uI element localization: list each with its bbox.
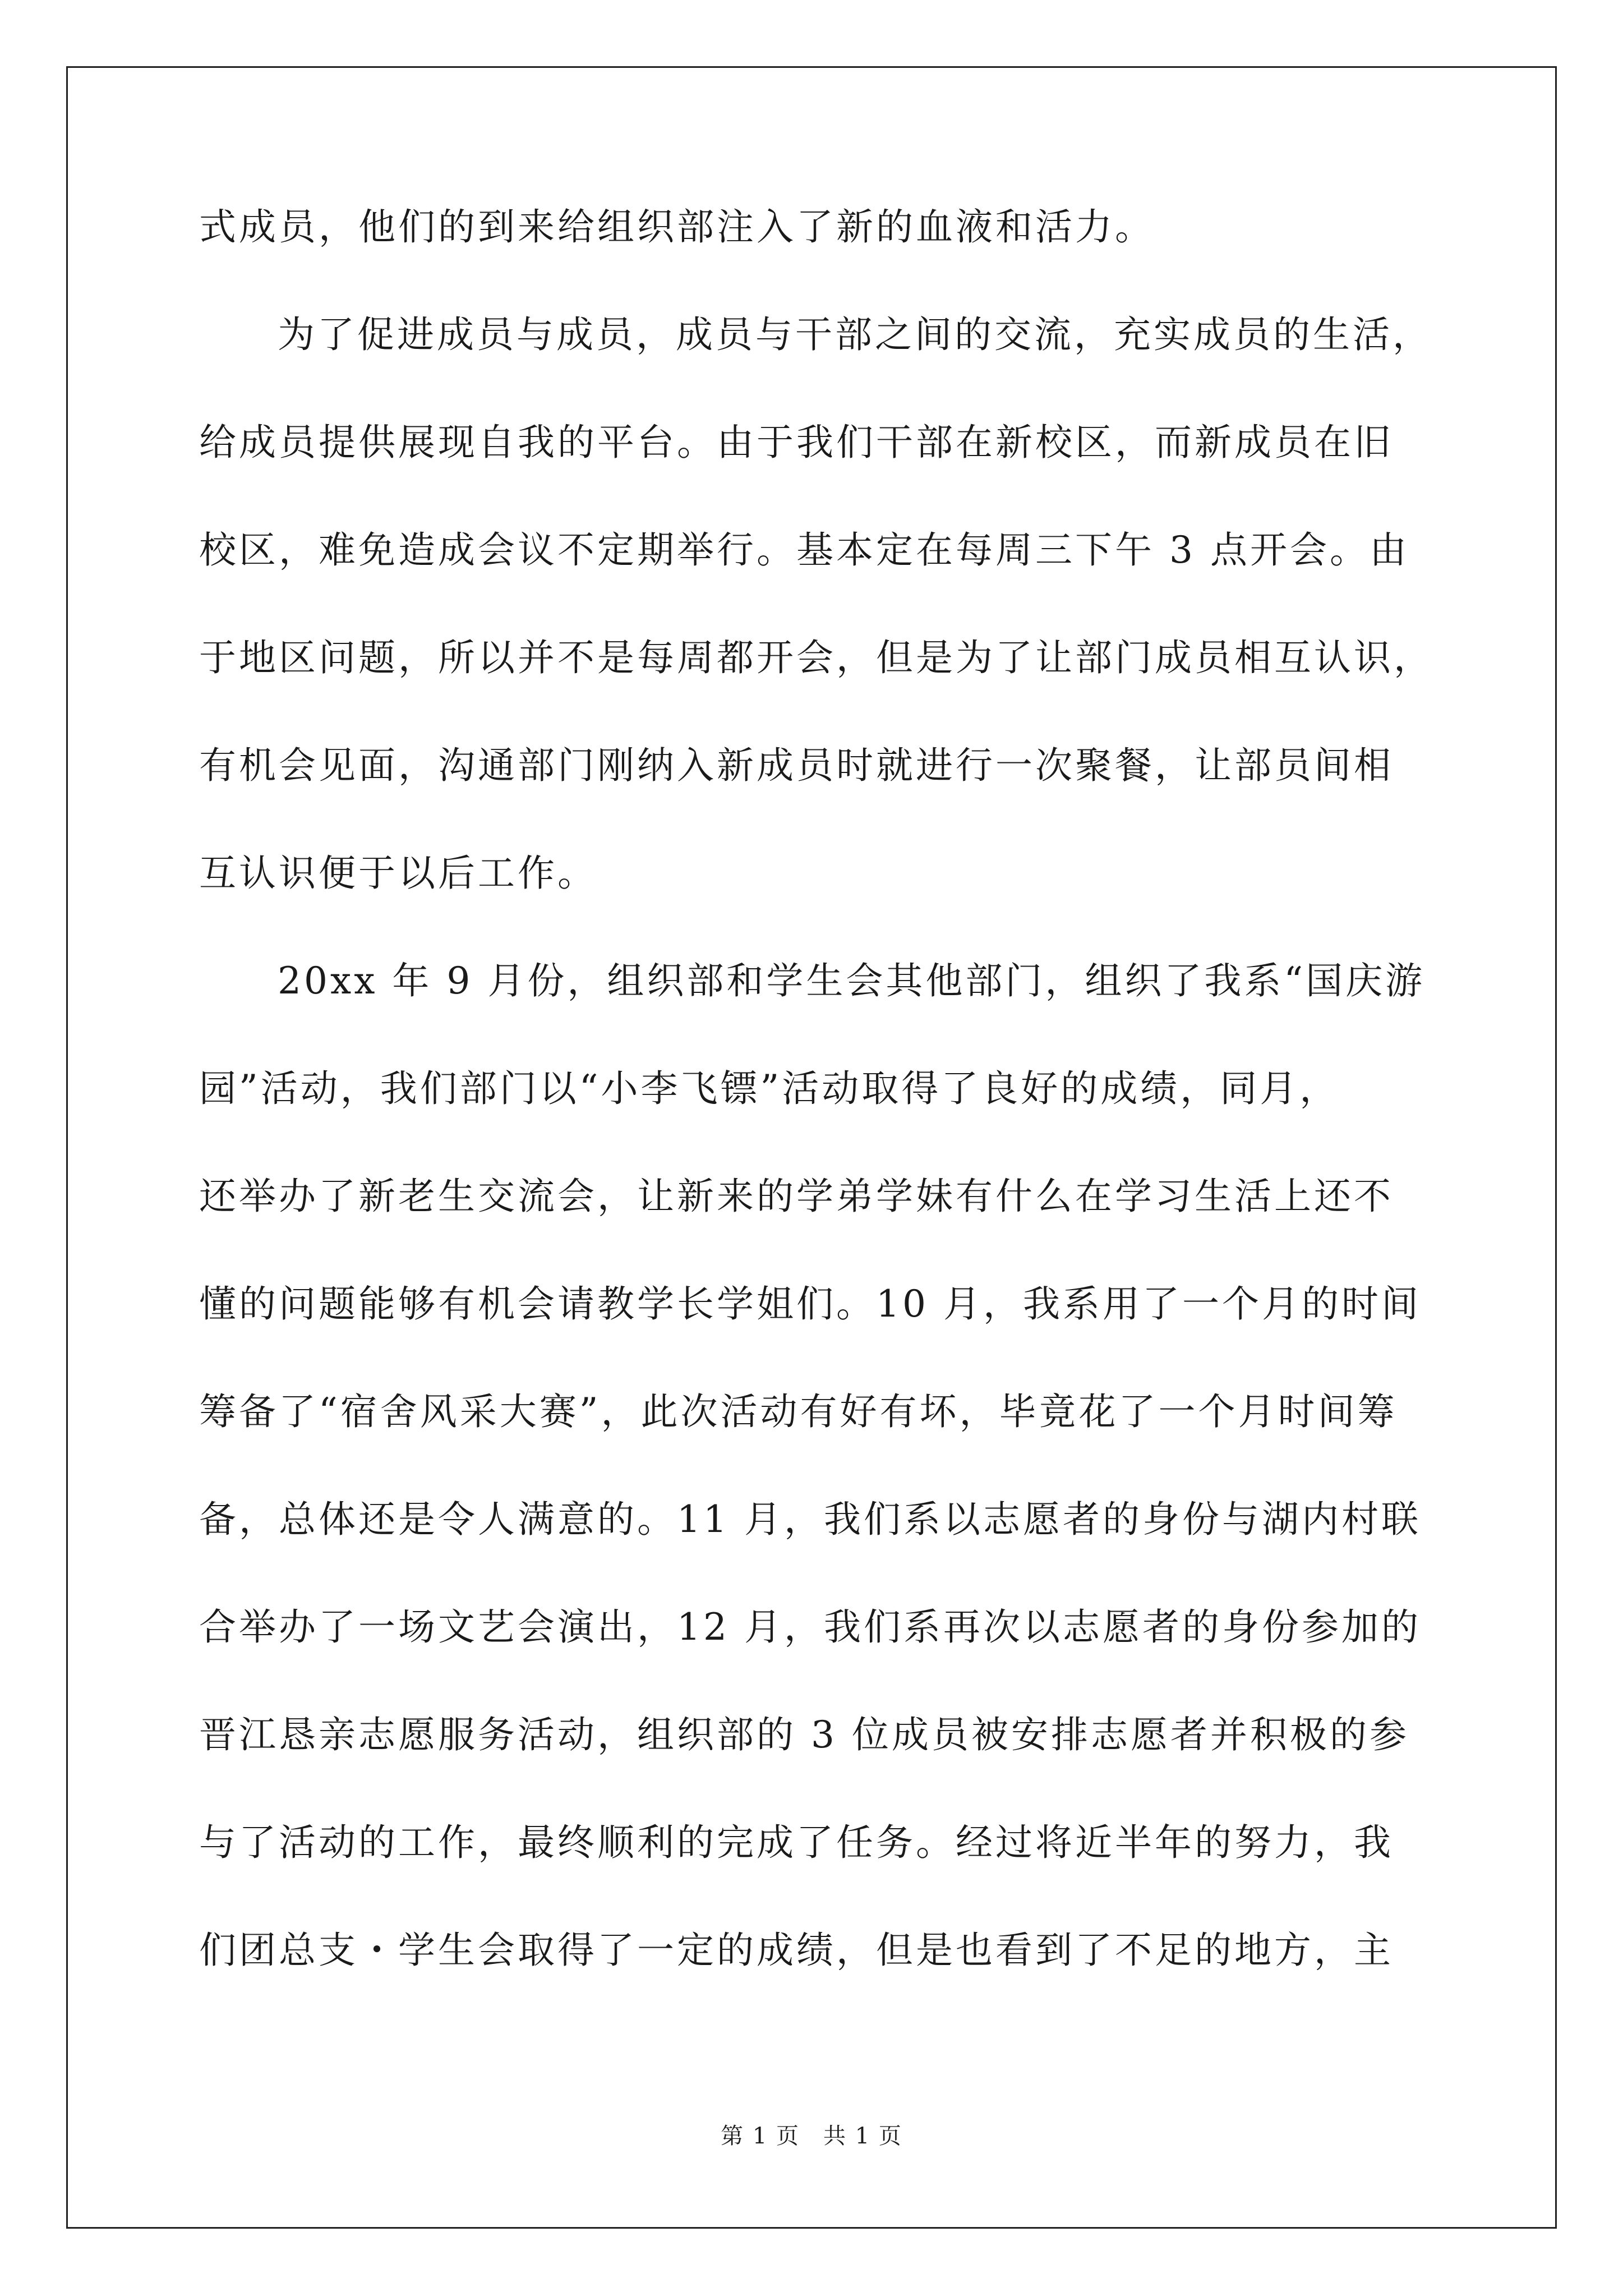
text-line: 互认识便于以后工作。	[199, 852, 597, 895]
text-line: 还举办了新老生交流会，让新来的学弟学妹有什么在学习生活上还不	[199, 1175, 1394, 1218]
text-line: 晋江恳亲志愿服务活动，组织部的 3 位成员被安排志愿者并积极的参	[199, 1713, 1409, 1756]
paragraph-first-line: 20xx 年 9 月份，组织部和学生会其他部门，组织了我系“国庆游	[278, 959, 1426, 1002]
text-line: 给成员提供展现自我的平台。由于我们干部在新校区，而新成员在旧	[199, 421, 1394, 464]
text-line: 园”活动，我们部门以“小李飞镖”活动取得了良好的成绩，同月，	[199, 1067, 1340, 1110]
text-line: 筹备了“宿舍风采大赛”，此次活动有好有坏，毕竟花了一个月时间筹	[199, 1390, 1398, 1433]
text-line: 与了活动的工作，最终顺利的完成了任务。经过将近半年的努力，我	[199, 1821, 1394, 1864]
text-line: 有机会见面，沟通部门刚纳入新成员时就进行一次聚餐，让部员间相	[199, 744, 1394, 787]
text-line: 懂的问题能够有机会请教学长学姐们。10 月，我系用了一个月的时间	[199, 1282, 1421, 1326]
document-body	[199, 205, 1433, 2040]
text-line: 于地区问题，所以并不是每周都开会，但是为了让部门成员相互认识，	[199, 636, 1433, 679]
text-line: 备，总体还是令人满意的。11 月，我们系以志愿者的身份与湖内村联	[199, 1498, 1421, 1541]
text-line: 校区，难免造成会议不定期举行。基本定在每周三下午 3 点开会。由	[199, 528, 1409, 572]
page-number-footer: 第 1 页 共 1 页	[721, 2123, 902, 2149]
text-line: 式成员，他们的到来给组织部注入了新的血液和活力。	[199, 205, 1155, 249]
text-line: 们团总支・学生会取得了一定的成绩，但是也看到了不足的地方，主	[199, 1929, 1394, 1972]
paragraph-first-line: 为了促进成员与成员，成员与干部之间的交流，充实成员的生活，	[278, 313, 1432, 356]
text-line: 合举办了一场文艺会演出，12 月，我们系再次以志愿者的身份参加的	[199, 1605, 1421, 1649]
